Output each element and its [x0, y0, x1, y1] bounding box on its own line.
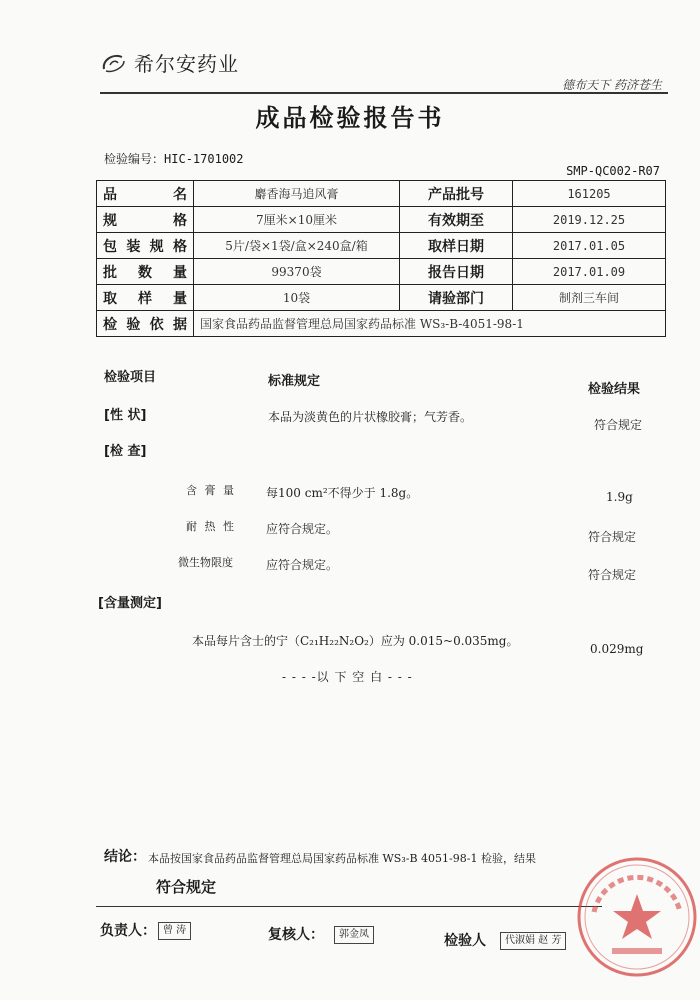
inspector-label: 检验人: [444, 933, 486, 949]
basis-value: 国家食品药品监督管理总局国家药品标准 WS₃-B-4051-98-1: [194, 311, 666, 337]
conclusion-result: 符合规定: [156, 878, 217, 896]
official-seal: [572, 852, 700, 982]
info-table: [96, 180, 666, 337]
character-standard: 本品为淡黄色的片状橡胶膏；气芳香。: [268, 410, 473, 424]
check-name: 耐 热 性: [186, 520, 236, 533]
conclusion-label: 结论：: [104, 849, 146, 865]
company-name: 希尔安药业: [134, 52, 239, 76]
assay-result: 0.029mg: [590, 642, 644, 656]
dept-label: 请验部门: [400, 285, 513, 311]
company-slogan: 德布天下 药济苍生: [562, 78, 662, 92]
quantity-label: 批数量: [97, 259, 194, 285]
page-title: 成品检验报告书: [255, 104, 445, 132]
quantity-value: 99370袋: [194, 259, 400, 285]
table-row: [97, 311, 666, 337]
batch-number: 161205: [513, 181, 666, 207]
signature-divider: [96, 906, 602, 907]
packing-value: 5片/袋×1袋/盒×240盒/箱: [194, 233, 400, 259]
basis-label: 检验依据: [97, 311, 194, 337]
assay-section-label: [含量测定]: [98, 596, 162, 611]
check-standard: 应符合规定。: [266, 558, 339, 572]
batch-label: 产品批号: [400, 181, 513, 207]
sample-qty-value: 10袋: [194, 285, 400, 311]
sampling-date-label: 取样日期: [400, 233, 513, 259]
report-date: 2017.01.09: [513, 259, 666, 285]
conclusion-text: 本品按国家食品药品监督管理总局国家药品标准 WS₃-B 4051-98-1 检验，结果: [148, 852, 536, 865]
table-row: [97, 181, 666, 207]
table-row: [97, 207, 666, 233]
inspector-signature: 代淑娟 赵 芳: [500, 932, 566, 950]
check-name: 微生物限度: [178, 556, 233, 569]
expiry-date: 2019.12.25: [513, 207, 666, 233]
check-standard: 应符合规定。: [266, 522, 339, 536]
packing-label: 包装规格: [97, 233, 194, 259]
report-code-value: HIC-1701002: [164, 152, 244, 166]
report-date-label: 报告日期: [400, 259, 513, 285]
table-row: [97, 285, 666, 311]
check-standard: 每100 cm²不得少于 1.8g。: [266, 486, 419, 500]
check-result: 1.9g: [606, 490, 633, 504]
end-note: - - - -以 下 空 白 - - -: [282, 670, 413, 684]
check-result: 符合规定: [588, 530, 637, 544]
dept-value: 制剂三车间: [513, 285, 666, 311]
logo-swirl-icon: [100, 51, 128, 75]
expiry-label: 有效期至: [400, 207, 513, 233]
reviewer-signature: 郭金凤: [334, 926, 374, 944]
header-divider: [100, 92, 668, 94]
column-result: 检验结果: [588, 382, 641, 397]
assay-standard: 本品每片含士的宁（C₂₁H₂₂N₂O₂）应为 0.015~0.035mg。: [192, 634, 519, 648]
character-result: 符合规定: [594, 418, 643, 432]
check-section-label: [检 查]: [104, 444, 147, 459]
report-code: [104, 150, 244, 167]
column-item: 检验项目: [104, 370, 157, 385]
reviewer-label: 复核人：: [268, 927, 324, 943]
spec-value: 7厘米×10厘米: [194, 207, 400, 233]
table-row: [97, 233, 666, 259]
character-section-label: [性 状]: [104, 408, 147, 423]
check-name: 含 膏 量: [186, 484, 236, 497]
company-logo: [100, 48, 239, 77]
product-name: 麝香海马追风膏: [194, 181, 400, 207]
report-code-label: 检验编号：: [104, 152, 165, 166]
check-result: 符合规定: [588, 568, 637, 582]
responsible-label: 负责人：: [100, 923, 156, 939]
form-code: SMP-QC002-R07: [566, 164, 660, 178]
responsible-signature: 曾 涛: [158, 922, 191, 940]
table-row: [97, 259, 666, 285]
spec-label: 规格: [97, 207, 194, 233]
sampling-date: 2017.01.05: [513, 233, 666, 259]
sample-qty-label: 取样量: [97, 285, 194, 311]
column-standard: 标准规定: [268, 374, 321, 389]
product-name-label: 品名: [97, 181, 194, 207]
